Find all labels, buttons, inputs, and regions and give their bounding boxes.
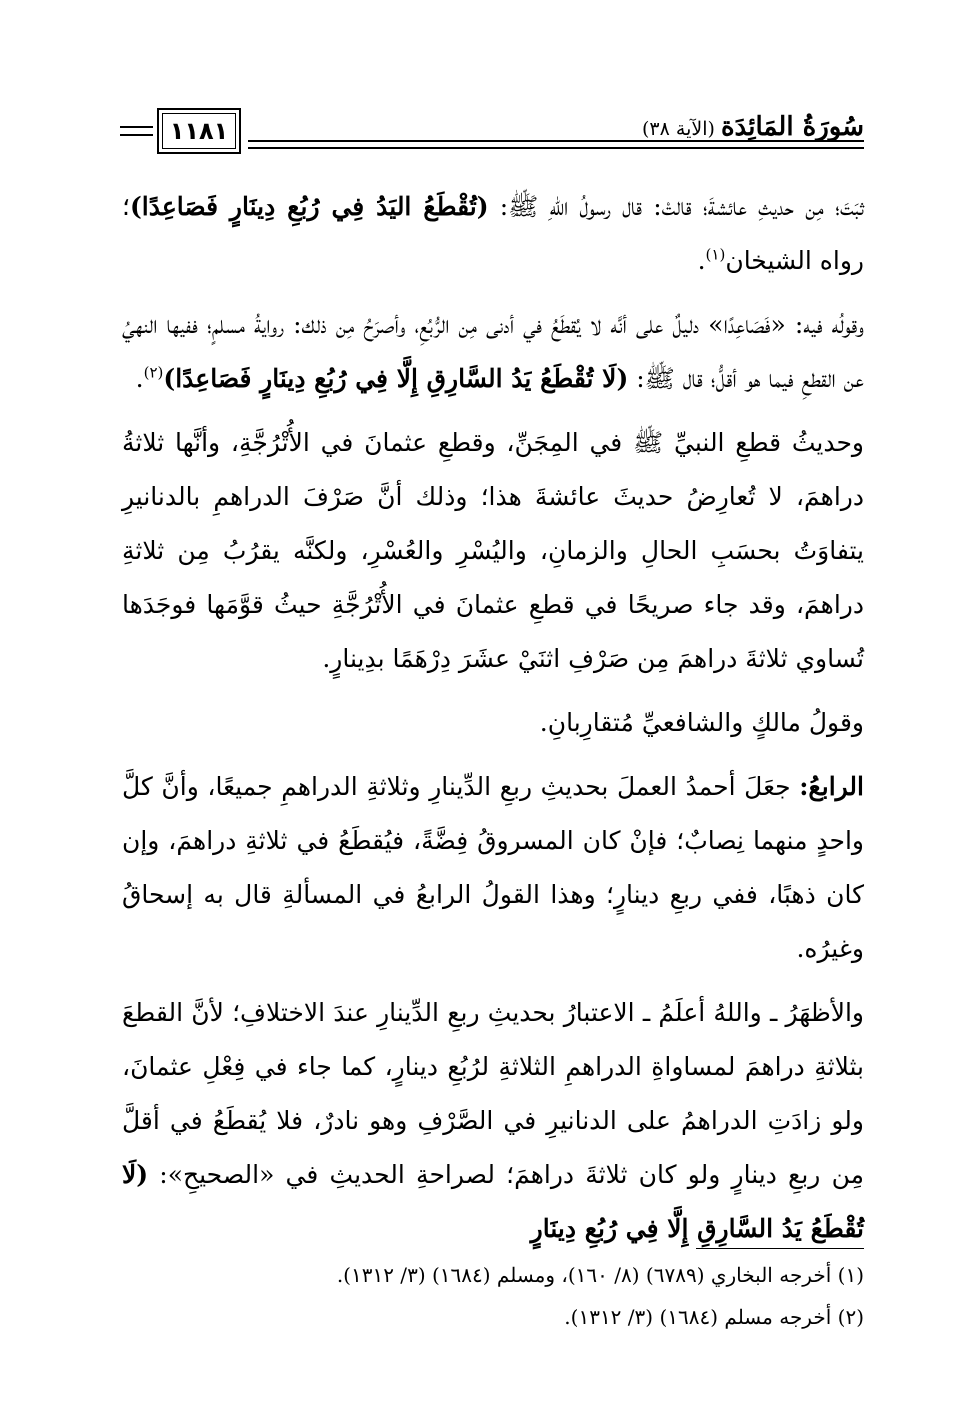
hadith-quote: (لَا تُقْطَعُ يَدُ السَّارِقِ إِلَّا فِي رُبُعِ دِينَارٍ فَصَاعِدًا)	[163, 364, 629, 393]
text-run: ثبَتَ؛ مِن حديثِ عائشةَ؛ قالتْ: قال رسولُ اللهِ ﷺ:	[488, 192, 864, 221]
header-rule	[120, 126, 153, 128]
page-number: ١١٨١	[169, 117, 229, 145]
footnote-ref: (١)	[705, 245, 726, 264]
sura-name: سُورَةُ المَائِدَة	[720, 112, 864, 142]
footnote: (١) أخرجه البخاري (٦٧٨٩) (٨/ ١٦٠)، ومسلم (١٦٨٤) (٣/ ١٣١٢).	[336, 1263, 864, 1287]
header-rule	[248, 147, 864, 149]
footnote: (٢) أخرجه مسلم (١٦٨٤) (٣/ ١٣١٢).	[564, 1305, 864, 1329]
paragraph	[122, 180, 864, 288]
footnote-ref: (٢)	[143, 363, 164, 382]
paragraph	[122, 760, 864, 976]
hadith-quote: (لَا تُقْطَعُ يَدُ السَّارِقِ إِلَّا فِي رُبُعِ دِينَارٍ	[122, 1160, 864, 1243]
page-header	[120, 108, 864, 158]
paragraph	[122, 298, 864, 406]
text-run: والأظهَرُ ـ واللهُ أعلَمُ ـ الاعتبارُ بحديثِ ربعِ الدِّينارِ عندَ الاختلافِ؛ لأنَّ القطعَ بثلاثةِ دراهمَ لمساواةِ الدراهمِ الثلاثةِ لرُبُعِ دينارٍ، كما جاء في فِعْلِ عثمانَ، ولو زادَتِ الدراهمُ على الدنانيرِ في الصَّرْفِ وهو نادرٌ، فلا يُقطَعُ في أقلَّ مِن ربعِ دينارٍ ولو كان ثلاثةَ دراهمَ؛ لصراحةِ الحديثِ في «الصحيحِ»:	[122, 998, 864, 1189]
footnotes	[122, 1254, 864, 1338]
paragraph: وحديثُ قطعِ النبيِّ ﷺ في المِجَنِّ، وقطعِ عثمانَ في الأُتْرُجَّةِ، وأنَّها ثلاثةُ دراهمَ، لا تُعارِضُ حديثَ عائشةَ هذا؛ وذلك أنَّ صَرْفَ الدراهمِ بالدنانيرِ يتفاوَتُ بحسَبِ الحالِ والزمانِ، واليُسْرِ والعُسْرِ، ولكنَّه يقرُبُ مِن ثلاثةِ دراهمَ، وقد جاء صريحًا في قطعِ عثمانَ في الأُتْرُجَّةِ حيثُ قوَّمَها فوجَدَها تُساوي ثلاثةَ دراهمَ مِن صَرْفِ اثنَيْ عشَرَ دِرْهَمًا بدِينارٍ.	[122, 428, 864, 673]
page-number-box	[157, 108, 241, 154]
paragraph	[122, 986, 864, 1256]
text-run: ؛ رواه الشيخان	[122, 192, 864, 275]
hadith-quote: (تُقْطَعُ اليَدُ فِي رُبُعِ دِينَارٍ فَصَاعِدًا)	[129, 192, 489, 221]
main-text	[122, 180, 864, 1266]
text-run: وقولُه فيه: «فَصَاعِدًا» دليلٌ على أنَّه لا يُقطَعُ في أدنى مِن الرُّبُعِ، وأصرَحُ مِن ذلك: روايةُ مسلمٍ؛ ففيها النهيُ عن القطعِ فيما هو أقلُّ؛ قال ﷺ:	[122, 310, 864, 393]
verse-reference: (الآية ٣٨)	[642, 118, 715, 140]
header-rule	[120, 134, 153, 136]
text-run: .	[697, 246, 706, 275]
text-run: .	[135, 364, 144, 393]
footnote-separator	[696, 1248, 864, 1249]
section-keyword: الرابعُ:	[799, 772, 864, 801]
paragraph: وقولُ مالكٍ والشافعيِّ مُتقارِبانِ.	[539, 708, 864, 737]
running-title	[642, 112, 864, 142]
text-run: جعَلَ أحمدُ العملَ بحديثِ ربعِ الدِّينارِ وثلاثةِ الدراهمِ جميعًا، وأنَّ كلَّ واحدٍ منهما نِصابٌ؛ فإنْ كان المسروقُ فِضَّةً، فيُقطَعُ في ثلاثةِ دراهمَ، وإن كان ذهبًا، ففي ربعِ دينارٍ؛ وهذا القولُ الرابعُ في المسألةِ قال به إسحاقُ وغيرُه.	[122, 772, 864, 963]
